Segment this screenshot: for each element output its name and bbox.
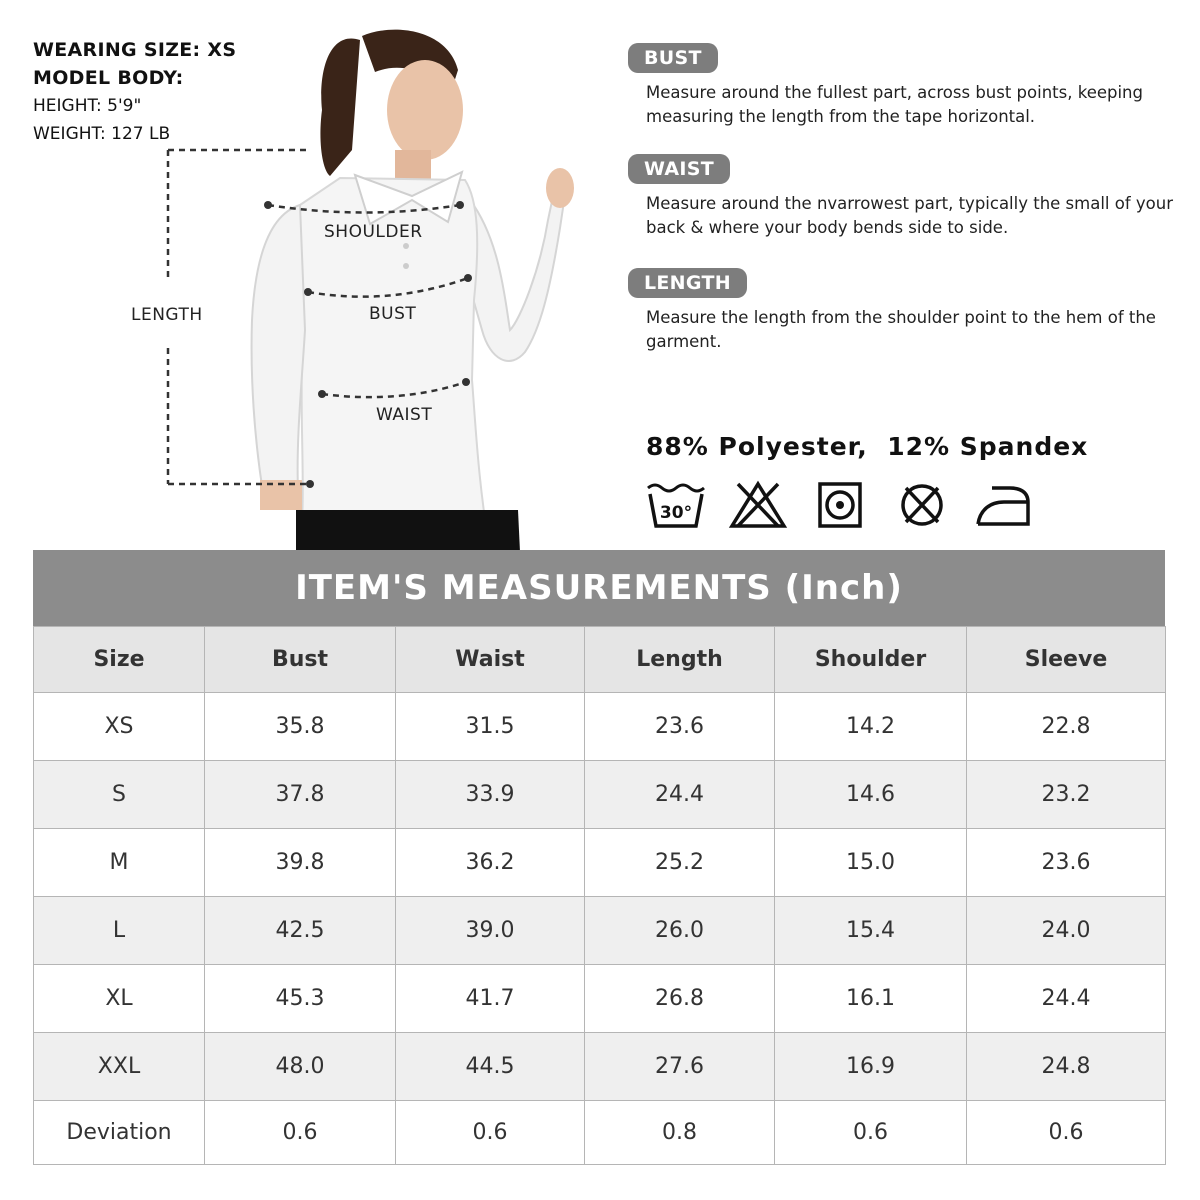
model-weight: WEIGHT: 127 LB xyxy=(33,124,171,144)
cell-shoulder: 14.2 xyxy=(775,693,967,761)
cell-shoulder: 15.0 xyxy=(775,829,967,897)
cell-waist: 36.2 xyxy=(396,829,585,897)
guide-tag-waist: WAIST xyxy=(628,154,730,184)
care-icons xyxy=(646,480,1034,530)
guide-text-bust: Measure around the fullest part, across bust points, keeping measuring the length from the tape horizontal. xyxy=(646,83,1143,126)
cell-length: 26.8 xyxy=(585,965,775,1033)
guide-text-length: Measure the length from the shoulder point to the hem of the garment. xyxy=(646,308,1156,351)
guide-bust xyxy=(628,43,1173,129)
cell-bust: 45.3 xyxy=(205,965,396,1033)
cell-length: 23.6 xyxy=(585,693,775,761)
cell-waist: 44.5 xyxy=(396,1033,585,1101)
cell-waist: 41.7 xyxy=(396,965,585,1033)
cell-length: 0.8 xyxy=(585,1101,775,1165)
no-dry-clean-icon xyxy=(892,480,952,530)
cell-shoulder: 14.6 xyxy=(775,761,967,829)
header-bust: Bust xyxy=(205,627,396,693)
cell-shoulder: 16.9 xyxy=(775,1033,967,1101)
cell-size: L xyxy=(34,897,205,965)
figure-label-length: LENGTH xyxy=(131,305,203,325)
guide-waist xyxy=(628,154,1173,240)
cell-size: M xyxy=(34,829,205,897)
table-row xyxy=(34,693,1166,761)
cell-size: S xyxy=(34,761,205,829)
cell-bust: 39.8 xyxy=(205,829,396,897)
table-row xyxy=(34,829,1166,897)
measurements-table xyxy=(33,550,1165,1165)
header-sleeve: Sleeve xyxy=(967,627,1166,693)
no-bleach-icon xyxy=(728,480,788,530)
cell-shoulder: 15.4 xyxy=(775,897,967,965)
model-body-heading: MODEL BODY: xyxy=(33,67,184,89)
guide-tag-bust: BUST xyxy=(628,43,718,73)
cell-waist: 0.6 xyxy=(396,1101,585,1165)
cell-length: 27.6 xyxy=(585,1033,775,1101)
table-title: ITEM'S MEASUREMENTS (Inch) xyxy=(33,550,1165,626)
cell-size: Deviation xyxy=(34,1101,205,1165)
header-shoulder: Shoulder xyxy=(775,627,967,693)
cell-waist: 31.5 xyxy=(396,693,585,761)
wash-temp-label: 30° xyxy=(659,503,693,523)
size-chart xyxy=(33,626,1166,1165)
cell-waist: 33.9 xyxy=(396,761,585,829)
wearing-size: WEARING SIZE: XS xyxy=(33,39,237,61)
guide-text-waist: Measure around the nvarrowest part, typically the small of your back & where your body bends side to side. xyxy=(646,194,1174,237)
cell-length: 26.0 xyxy=(585,897,775,965)
wash-30-icon xyxy=(646,480,706,530)
cell-size: XXL xyxy=(34,1033,205,1101)
cell-sleeve: 23.2 xyxy=(967,761,1166,829)
cell-waist: 39.0 xyxy=(396,897,585,965)
cell-shoulder: 16.1 xyxy=(775,965,967,1033)
cell-sleeve: 22.8 xyxy=(967,693,1166,761)
cell-sleeve: 0.6 xyxy=(967,1101,1166,1165)
table-row xyxy=(34,761,1166,829)
figure-label-waist: WAIST xyxy=(376,405,433,425)
header-size: Size xyxy=(34,627,205,693)
cell-sleeve: 24.0 xyxy=(967,897,1166,965)
table-header-row xyxy=(34,627,1166,693)
cell-bust: 37.8 xyxy=(205,761,396,829)
model-height: HEIGHT: 5'9" xyxy=(33,96,142,116)
cell-bust: 42.5 xyxy=(205,897,396,965)
tumble-dry-icon xyxy=(810,480,870,530)
guide-tag-length: LENGTH xyxy=(628,268,747,298)
cell-sleeve: 24.8 xyxy=(967,1033,1166,1101)
table-row xyxy=(34,1033,1166,1101)
cell-size: XS xyxy=(34,693,205,761)
table-row-deviation xyxy=(34,1101,1166,1165)
cell-length: 25.2 xyxy=(585,829,775,897)
cell-sleeve: 23.6 xyxy=(967,829,1166,897)
model-figure xyxy=(0,0,600,552)
figure-label-shoulder: SHOULDER xyxy=(324,222,423,242)
cell-shoulder: 0.6 xyxy=(775,1101,967,1165)
figure-label-bust: BUST xyxy=(369,304,417,324)
cell-bust: 0.6 xyxy=(205,1101,396,1165)
cell-bust: 48.0 xyxy=(205,1033,396,1101)
table-row xyxy=(34,897,1166,965)
cell-length: 24.4 xyxy=(585,761,775,829)
header-length: Length xyxy=(585,627,775,693)
cell-bust: 35.8 xyxy=(205,693,396,761)
header-waist: Waist xyxy=(396,627,585,693)
cell-sleeve: 24.4 xyxy=(967,965,1166,1033)
fabric-composition: 88% Polyester, 12% Spandex xyxy=(646,432,1089,461)
guide-length xyxy=(628,268,1173,354)
iron-icon xyxy=(974,480,1034,530)
table-row xyxy=(34,965,1166,1033)
cell-size: XL xyxy=(34,965,205,1033)
